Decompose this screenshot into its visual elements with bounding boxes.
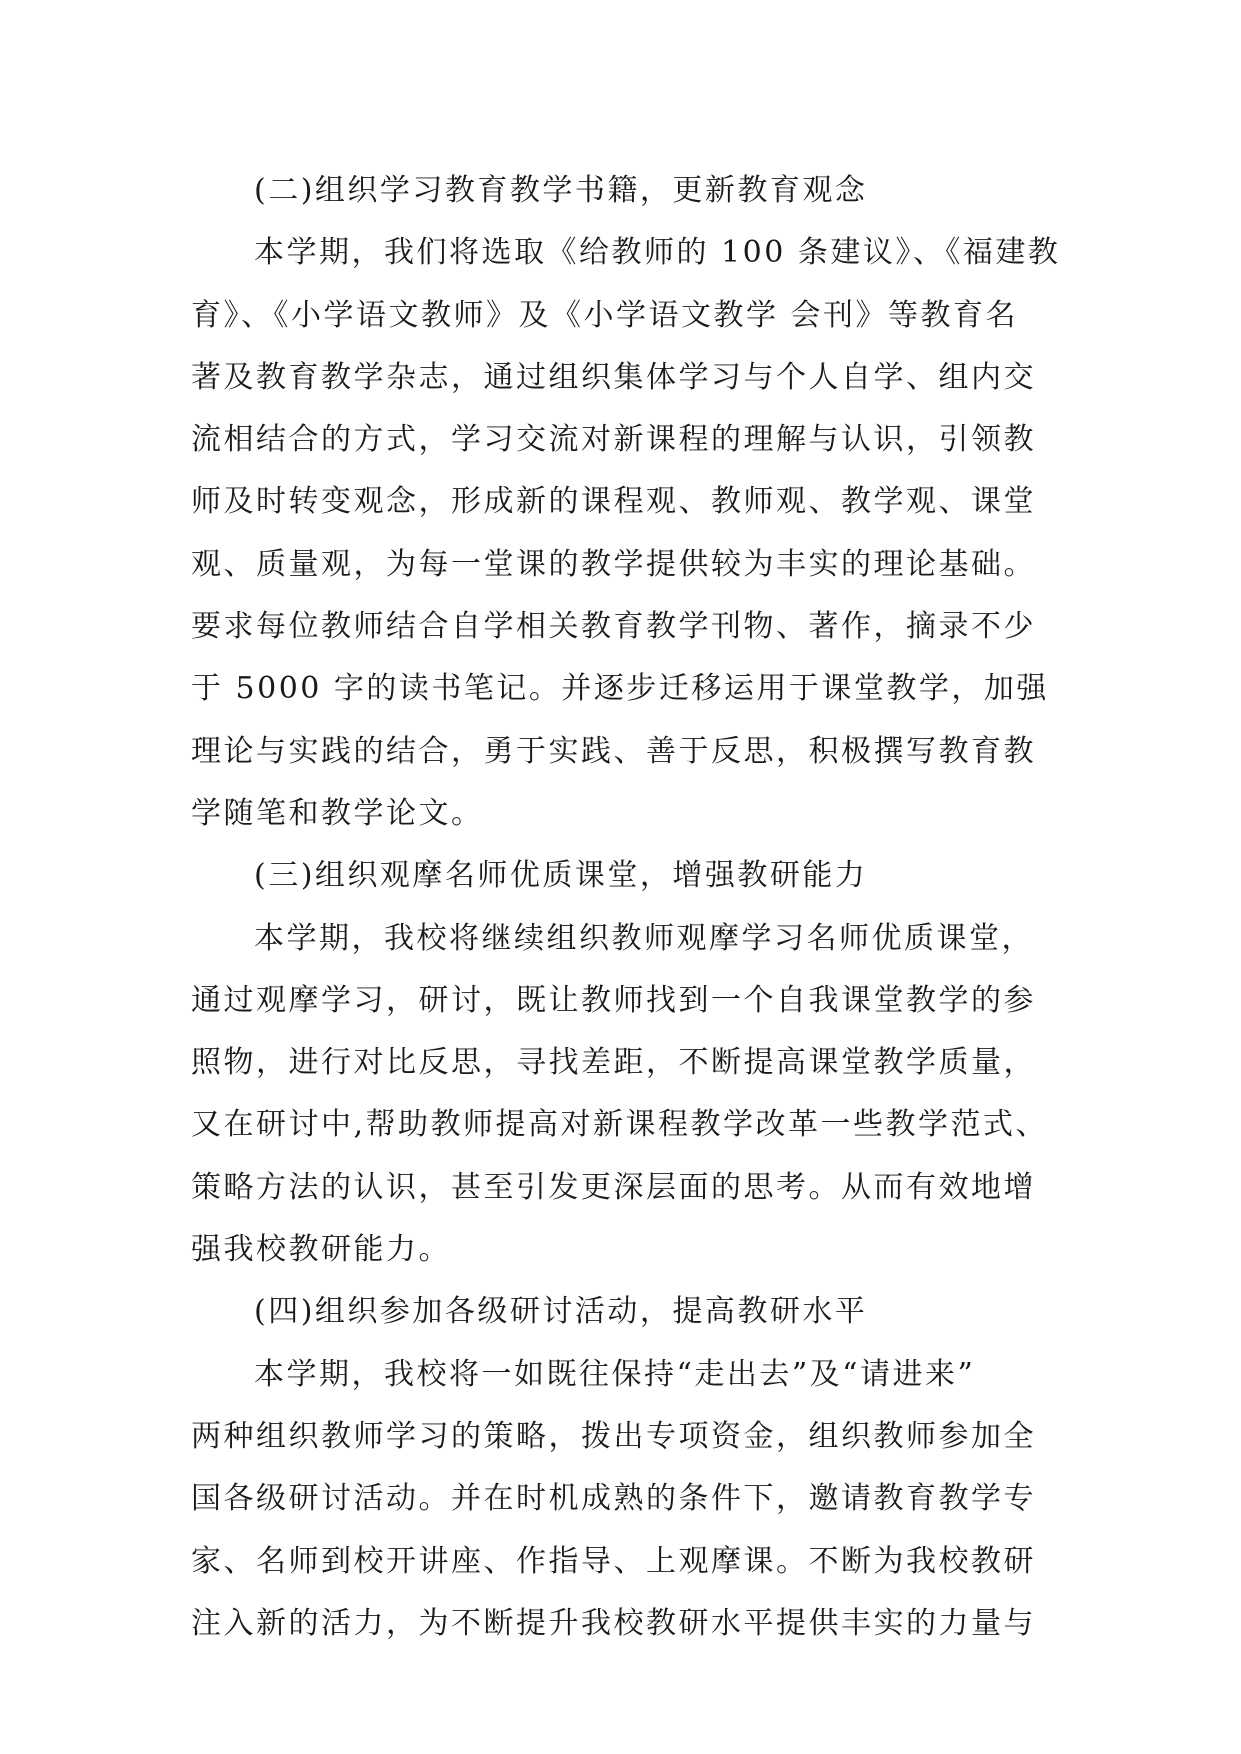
paragraph-line: 本学期，我校将一如既往保持“走出去”及“请进来” [254, 1356, 976, 1392]
paragraph-line: 注入新的活力，为不断提升我校教研水平提供丰实的力量与 [191, 1605, 1036, 1641]
paragraph-line: 本学期，我们将选取《给教师的 100 条建议》、《福建教 [254, 235, 1061, 271]
paragraph-line: 著及教育教学杂志，通过组织集体学习与个人自学、组内交 [191, 359, 1036, 395]
paragraph-line: 照物，进行对比反思，寻找差距，不断提高课堂教学质量， [191, 1045, 1036, 1081]
paragraph-line: 要求每位教师结合自学相关教育教学刊物、著作，摘录不少 [191, 609, 1036, 645]
paragraph-line: 强我校教研能力。 [191, 1232, 451, 1268]
paragraph-line: 国各级研讨活动。并在时机成熟的条件下，邀请教育教学专 [191, 1481, 1036, 1517]
paragraph-line: 育》、《小学语文教师》及《小学语文教学 会刊》等教育名 [191, 297, 1019, 333]
paragraph-line: 家、名师到校开讲座、作指导、上观摩课。不断为我校教研 [191, 1543, 1036, 1579]
section-heading-4: (四)组织参加各级研讨活动，提高教研水平 [254, 1294, 868, 1330]
document-body [191, 160, 1071, 1655]
paragraph-line: 于 5000 字的读书笔记。并逐步迁移运用于课堂教学，加强 [191, 671, 1049, 707]
paragraph-line: 学随笔和教学论文。 [191, 795, 484, 831]
paragraph-line: 师及时转变观念，形成新的课程观、教师观、教学观、课堂 [191, 484, 1036, 520]
section-heading-2: (二)组织学习教育教学书籍，更新教育观念 [254, 173, 868, 208]
paragraph-line: 观、质量观，为每一堂课的教学提供较为丰实的理论基础。 [191, 546, 1036, 582]
paragraph-line: 通过观摩学习，研讨，既让教师找到一个自我课堂教学的参 [191, 982, 1036, 1018]
section-heading-3: (三)组织观摩名师优质课堂，增强教研能力 [254, 858, 868, 894]
paragraph-line: 策略方法的认识，甚至引发更深层面的思考。从而有效地增 [191, 1169, 1036, 1205]
paragraph-line: 理论与实践的结合，勇于实践、善于反思，积极撰写教育教 [191, 733, 1036, 769]
paragraph-line: 本学期，我校将继续组织教师观摩学习名师优质课堂， [254, 920, 1034, 956]
paragraph-line: 又在研讨中,帮助教师提高对新课程教学改革一些教学范式、 [191, 1107, 1049, 1143]
paragraph-line: 流相结合的方式，学习交流对新课程的理解与认识，引领教 [191, 422, 1036, 458]
paragraph-line: 两种组织教师学习的策略，拨出专项资金，组织教师参加全 [191, 1418, 1036, 1454]
